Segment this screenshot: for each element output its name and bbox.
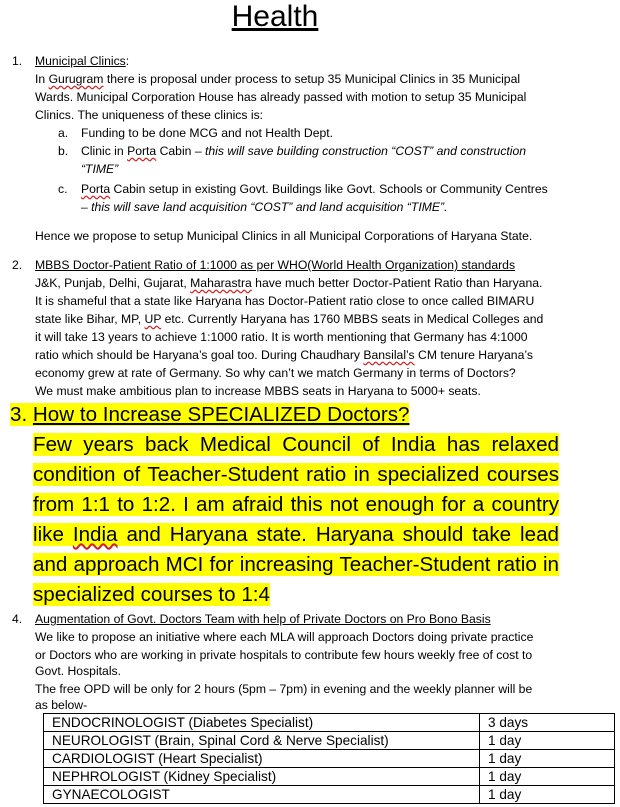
section-4-heading: Augmentation of Govt. Doctors Team with help of Private Doctors on Pro Bono Basis xyxy=(35,612,491,626)
item-c-line-2: – this will save land acquisition “COST” and land acquisition “TIME”. xyxy=(81,200,448,214)
s1-l1-part-c: there is proposal under process to setup 35 Municipal Clinics in 35 Municipal xyxy=(103,72,521,86)
section-4-number: 4. xyxy=(12,612,23,626)
item-b-part-3: Cabin – xyxy=(156,144,205,158)
s2-l5-part-c: CM tenure Haryana’s xyxy=(414,348,533,362)
item-b-letter: b. xyxy=(58,144,69,158)
item-a-text: Funding to be done MCG and not Health Dept. xyxy=(81,126,334,140)
table-row xyxy=(44,714,615,732)
s1-l1-part-a: In xyxy=(35,72,49,86)
section-1-heading-colon: : xyxy=(125,54,130,68)
section-4-line-2: or Doctors who are working in private hospitals to contribute few hours weekly free of cost to xyxy=(35,648,533,662)
section-2-heading: MBBS Doctor-Patient Ratio of 1:1000 as per WHO(World Health Organization) standards xyxy=(35,258,516,272)
item-c-part-2: Cabin setup in existing Govt. Buildings like Govt. Schools or Community Centres xyxy=(110,182,548,196)
section-4-line-4: The free OPD will be only for 2 hours (5pm – 7pm) in evening and the weekly planner will be xyxy=(35,682,533,696)
s2-l3-up: UP xyxy=(144,312,162,326)
section-1-conclusion: Hence we propose to setup Municipal Clinics in all Municipal Corporations of Haryana State. xyxy=(35,229,533,243)
weekly-planner-table xyxy=(43,713,615,804)
s2-l1-maharastra: Maharastra xyxy=(190,276,252,290)
s1-l1-gurugram: Gurugram xyxy=(48,72,104,86)
section-3-body-part-1: Few years back Medical Council of India has relaxed condition of Teacher-Student ratio in specialized courses from 1:1 to 1:2. I am afraid this not enough for a country like xyxy=(33,433,559,546)
table-row xyxy=(44,768,615,786)
item-b-part-4: this will save building construction “COST” and construction xyxy=(204,144,527,158)
specialist-cell: GYNAECOLOGIST xyxy=(44,786,480,804)
section-3-body-part-2: and Haryana state. Haryana should take lead and approach MCI for increasing Teacher-Student ratio in specialized courses to 1:4 xyxy=(33,523,559,606)
section-3-number: 3. xyxy=(10,403,28,426)
section-3-body xyxy=(33,430,559,610)
section-1-line-2: Wards. Municipal Corporation House has already passed with motion to setup 35 Municipal xyxy=(35,90,527,104)
specialist-cell: NEPHROLOGIST (Kidney Specialist) xyxy=(44,768,480,786)
item-b-porta: Porta xyxy=(127,144,157,158)
section-2-line-1 xyxy=(35,274,542,292)
specialist-cell: ENDOCRINOLOGIST (Diabetes Specialist) xyxy=(44,714,480,732)
item-b-line-1 xyxy=(81,142,526,160)
section-3-heading-line xyxy=(10,400,409,430)
s2-l1-part-a: J&K, Punjab, Delhi, Gujarat, xyxy=(35,276,191,290)
section-2-line-4: it will take 13 years to achieve 1:1000 ratio. It is worth mentioning that Germany has 4:1000 xyxy=(35,330,528,344)
section-1-number: 1. xyxy=(12,54,23,68)
section-3-body-india: India xyxy=(72,523,118,546)
days-cell: 1 day xyxy=(480,750,615,768)
section-4-line-5: as below- xyxy=(35,698,88,712)
item-b-part-1: Clinic in xyxy=(81,144,128,158)
table-row xyxy=(44,732,615,750)
item-b-line-2: “TIME” xyxy=(81,162,119,176)
section-4-line-1: We like to propose an initiative where each MLA will approach Doctors doing private practice xyxy=(35,630,534,644)
s2-l3-part-c: etc. Currently Haryana has 1760 MBBS seats in Medical Colleges and xyxy=(161,312,544,326)
section-3-heading: How to Increase SPECIALIZED Doctors? xyxy=(32,403,410,426)
s2-l3-part-a: state like Bihar, MP, xyxy=(35,312,145,326)
page-title: Health xyxy=(231,0,319,33)
specialist-cell: CARDIOLOGIST (Heart Specialist) xyxy=(44,750,480,768)
item-c-letter: c. xyxy=(58,182,68,196)
section-2-line-7: We must make ambitious plan to increase MBBS seats in Haryana to 5000+ seats. xyxy=(35,384,481,398)
section-1-heading-text: Municipal Clinics xyxy=(35,54,126,68)
days-cell: 1 day xyxy=(480,768,615,786)
section-2-line-6: economy grew at rate of Germany. So why can’t we match Germany in terms of Doctors? xyxy=(35,366,516,380)
section-2-number: 2. xyxy=(12,258,23,272)
specialist-cell: NEUROLOGIST (Brain, Spinal Cord & Nerve Specialist) xyxy=(44,732,480,750)
item-a-letter: a. xyxy=(58,126,69,140)
section-4-line-3: Govt. Hospitals. xyxy=(35,664,122,678)
days-cell: 3 days xyxy=(480,714,615,732)
item-c-line-1 xyxy=(81,180,548,198)
days-cell: 1 day xyxy=(480,786,615,804)
item-c-porta: Porta xyxy=(81,182,111,196)
days-cell: 1 day xyxy=(480,732,615,750)
s2-l5-part-a: ratio which should be Haryana’s goal too. During Chaudhary xyxy=(35,348,364,362)
s2-l5-bansilal: Bansilal’s xyxy=(363,348,415,362)
section-1-line-1 xyxy=(35,70,520,88)
section-2-line-5 xyxy=(35,346,533,364)
section-2-line-2: It is shameful that a state like Haryana has Doctor-Patient ratio close to once called BIMARU xyxy=(35,294,535,308)
section-2-line-3 xyxy=(35,310,543,328)
section-1-heading xyxy=(35,52,129,70)
section-1-line-3: Clinics. The uniqueness of these clinics is: xyxy=(35,108,264,122)
table-row xyxy=(44,786,615,804)
table-row xyxy=(44,750,615,768)
s2-l1-part-c: have much better Doctor-Patient Ratio than Haryana. xyxy=(251,276,543,290)
